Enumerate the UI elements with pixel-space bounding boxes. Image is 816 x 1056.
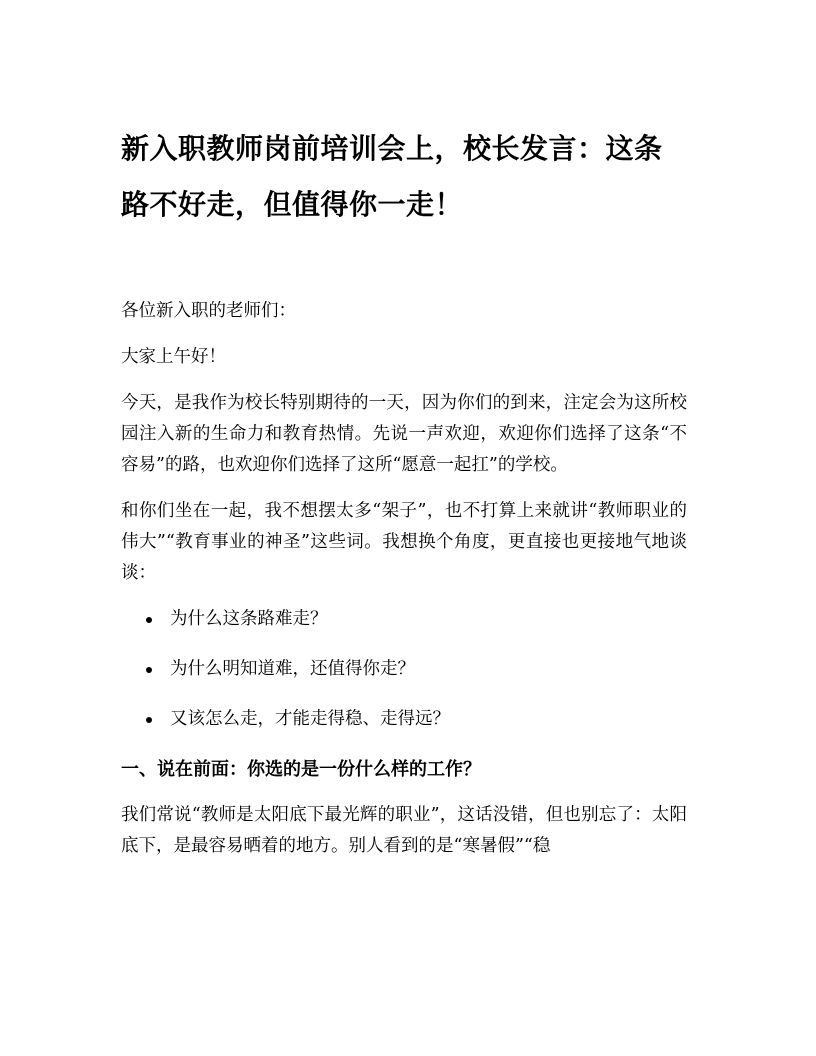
question-list [121,604,687,735]
list-item [121,704,687,735]
bullet-dot-icon [146,667,152,673]
list-item-text: 为什么这条路难走？ [170,609,328,629]
document-title: 新入职教师岗前培训会上，校长发言：这条路不好走，但值得你一走！ [121,132,663,221]
list-item [121,604,687,635]
paragraph-welcome: 今天，是我作为校长特别期待的一天，因为你们的到来，注定会为这所校园注入新的生命力和教育热情。先说一声欢迎，欢迎你们选择了这条“不容易”的路，也欢迎你们选择了这所“愿意一起扛”的学校。 [121,393,687,475]
salutation-line: 大家上午好！ [121,347,226,367]
greeting-line: 各位新入职的老师们： [121,301,296,321]
paragraph-intro: 和你们坐在一起，我不想摆太多“架子”，也不打算上来就讲“教师职业的伟大”“教育事业的神圣”这些词。我想换个角度，更直接也更接地气地谈谈： [121,501,687,583]
paragraph-section1: 我们常说“教师是太阳底下最光辉的职业”，这话没错，但也别忘了：太阳底下，是最容易晒着的地方。别人看到的是“寒暑假”“稳 [121,805,687,856]
bullet-dot-icon [146,717,152,723]
list-item-text: 又该怎么走，才能走得稳、走得远？ [170,709,450,729]
list-item [121,654,687,685]
list-item-text: 为什么明知道难，还值得你走？ [170,659,415,679]
document-page [121,121,687,862]
bullet-dot-icon [146,617,152,623]
section-heading: 一、说在前面：你选的是一份什么样的工作？ [121,759,481,780]
